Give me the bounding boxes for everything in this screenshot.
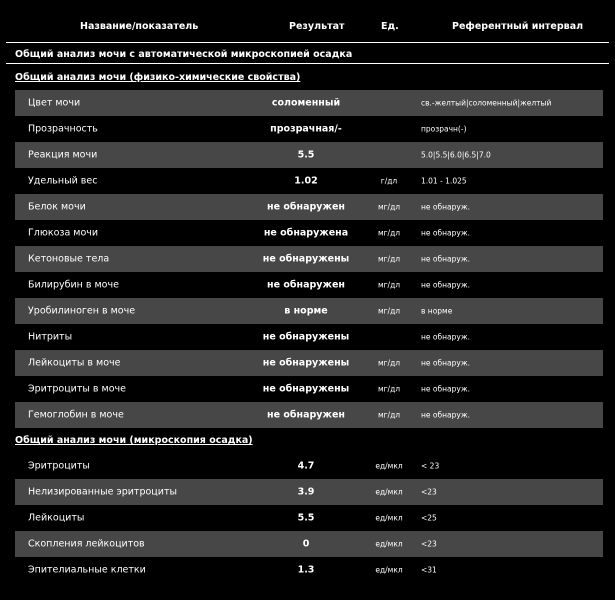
row-result: не обнаружены bbox=[262, 253, 350, 265]
row-reference: < 23 bbox=[421, 461, 440, 471]
section-title: Общий анализ мочи с автоматической микроскопией осадка bbox=[15, 49, 353, 60]
table-row bbox=[15, 479, 603, 505]
header-divider bbox=[6, 42, 609, 43]
table-row bbox=[15, 531, 603, 557]
section-divider bbox=[6, 63, 609, 64]
column-header-name: Название/показатель bbox=[80, 21, 199, 32]
row-unit: мг/дл bbox=[377, 202, 401, 212]
table-row bbox=[15, 298, 603, 324]
physchem-subsection-title: Общий анализ мочи (физико-химические свойства) bbox=[15, 72, 301, 83]
row-reference: <23 bbox=[421, 487, 437, 497]
table-row bbox=[15, 90, 603, 116]
row-name: Билирубин в моче bbox=[28, 279, 119, 291]
table-row bbox=[15, 557, 603, 583]
row-unit: ед/мкл bbox=[375, 565, 403, 575]
row-reference: 5.0|5.5|6.0|6.5|7.0 bbox=[421, 150, 491, 160]
row-name: Гемоглобин в моче bbox=[28, 409, 124, 421]
row-reference: не обнаруж. bbox=[421, 228, 470, 238]
row-unit: ед/мкл bbox=[375, 461, 403, 471]
table-row bbox=[15, 194, 603, 220]
row-reference: прозрачн(-) bbox=[421, 124, 467, 134]
row-result: 4.7 bbox=[297, 460, 315, 472]
row-result: 5.5 bbox=[297, 149, 315, 161]
row-result: прозрачная/- bbox=[270, 123, 342, 135]
row-reference: <31 bbox=[421, 565, 437, 575]
row-unit: мг/дл bbox=[377, 280, 401, 290]
row-result: 1.3 bbox=[297, 564, 315, 576]
table-row bbox=[15, 142, 603, 168]
table-row bbox=[15, 220, 603, 246]
row-reference: в норме bbox=[421, 306, 453, 316]
row-name: Кетоновые тела bbox=[28, 253, 110, 265]
row-name: Уробилиноген в моче bbox=[28, 305, 136, 317]
row-unit: мг/дл bbox=[377, 228, 401, 238]
row-reference: не обнаруж. bbox=[421, 332, 470, 342]
row-reference: <23 bbox=[421, 539, 437, 549]
table-row bbox=[15, 376, 603, 402]
table-header bbox=[0, 0, 615, 42]
row-name: Нелизированные эритроциты bbox=[28, 486, 177, 498]
table-row bbox=[15, 505, 603, 531]
row-reference: 1.01 - 1.025 bbox=[421, 176, 467, 186]
row-name: Реакция мочи bbox=[28, 149, 98, 161]
row-name: Скопления лейкоцитов bbox=[28, 538, 145, 550]
row-unit: мг/дл bbox=[377, 254, 401, 264]
row-result: не обнаружен bbox=[267, 201, 345, 213]
column-header-result: Результат bbox=[289, 21, 345, 32]
row-unit: мг/дл bbox=[377, 306, 401, 316]
row-reference: не обнаруж. bbox=[421, 202, 470, 212]
row-result: не обнаружена bbox=[263, 227, 349, 239]
row-reference: не обнаруж. bbox=[421, 410, 470, 420]
row-result: не обнаружен bbox=[267, 279, 345, 291]
row-result: соломенный bbox=[271, 97, 341, 109]
row-result: не обнаружен bbox=[267, 409, 345, 421]
row-name: Прозрачность bbox=[28, 123, 98, 135]
row-unit: мг/дл bbox=[377, 384, 401, 394]
row-result: 1.02 bbox=[294, 175, 318, 187]
row-unit: мг/дл bbox=[377, 410, 401, 420]
row-reference: не обнаруж. bbox=[421, 254, 470, 264]
row-result: 5.5 bbox=[297, 512, 315, 524]
row-name: Лейкоциты bbox=[28, 512, 85, 524]
column-header-unit: Ед. bbox=[381, 21, 399, 32]
table-row bbox=[15, 402, 603, 428]
row-name: Лейкоциты в моче bbox=[28, 357, 121, 369]
row-result: 0 bbox=[302, 538, 310, 550]
row-unit: ед/мкл bbox=[375, 513, 403, 523]
table-row bbox=[15, 116, 603, 142]
row-unit: ед/мкл bbox=[375, 487, 403, 497]
row-reference: не обнаруж. bbox=[421, 280, 470, 290]
row-name: Эритроциты bbox=[28, 460, 90, 472]
microscopy-subsection-title: Общий анализ мочи (микроскопия осадка) bbox=[15, 435, 253, 446]
table-row bbox=[15, 453, 603, 479]
row-reference: <25 bbox=[421, 513, 437, 523]
row-result: не обнаружены bbox=[262, 331, 350, 343]
row-result: в норме bbox=[284, 305, 328, 317]
row-name: Эритроциты в моче bbox=[28, 383, 126, 395]
table-row bbox=[15, 246, 603, 272]
row-name: Удельный вес bbox=[28, 175, 98, 187]
row-result: не обнаружены bbox=[262, 383, 350, 395]
column-header-reference: Референтный интервал bbox=[452, 21, 584, 32]
row-result: не обнаружены bbox=[262, 357, 350, 369]
table-row bbox=[15, 272, 603, 298]
table-row bbox=[15, 168, 603, 194]
row-reference: не обнаруж. bbox=[421, 384, 470, 394]
row-name: Нитриты bbox=[28, 331, 73, 343]
row-name: Белок мочи bbox=[28, 201, 86, 213]
row-unit: г/дл bbox=[380, 176, 398, 186]
table-row bbox=[15, 350, 603, 376]
row-name: Цвет мочи bbox=[28, 97, 81, 109]
row-unit: мг/дл bbox=[377, 358, 401, 368]
row-result: 3.9 bbox=[297, 486, 315, 498]
row-name: Эпителиальные клетки bbox=[28, 564, 146, 576]
row-unit: ед/мкл bbox=[375, 539, 403, 549]
row-reference: св.-желтый|соломенный|желтый bbox=[421, 98, 552, 108]
row-name: Глюкоза мочи bbox=[28, 227, 99, 239]
row-reference: не обнаруж. bbox=[421, 358, 470, 368]
table-row bbox=[15, 324, 603, 350]
